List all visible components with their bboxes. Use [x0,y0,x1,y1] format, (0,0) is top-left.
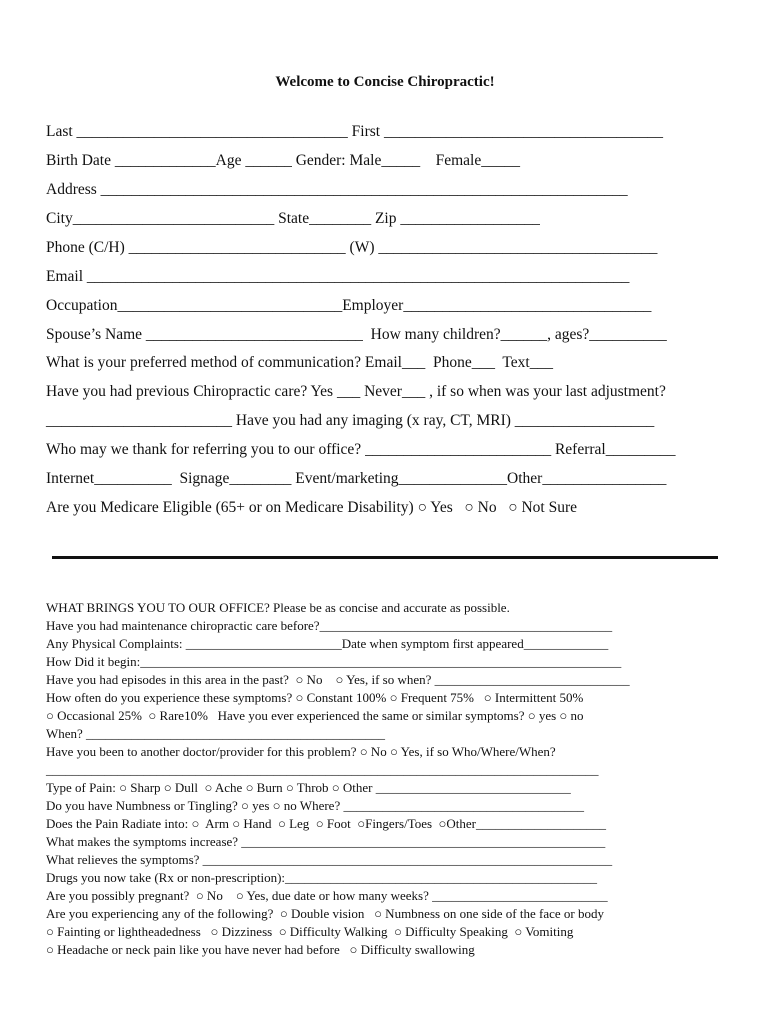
referral-line[interactable]: Who may we thank for referring you to our office? ________________________ Referral_________ [46,441,676,458]
other-provider-answer-line[interactable]: _____________________________________________________________________________________ [46,762,599,777]
warning-symptoms-line-2[interactable]: ○ Fainting or lightheadedness ○ Dizziness ○ Difficulty Walking ○ Difficulty Speaking ○ Vomiting [46,924,574,939]
physical-complaints-line[interactable]: Any Physical Complaints: ________________________Date when symptom first appeared_____________ [46,636,609,651]
other-provider-line[interactable]: Have you been to another doctor/provider for this problem? ○ No ○ Yes, if so Who/Where/When? [46,744,556,759]
section-heading: WHAT BRINGS YOU TO OUR OFFICE? Please be as concise and accurate as possible. [46,600,510,615]
when-line[interactable]: When? ______________________________________________ [46,726,386,741]
maintenance-care-line[interactable]: Have you had maintenance chiropractic care before?_____________________________________________ [46,618,613,633]
birthdate-gender-line[interactable]: Birth Date _____________Age ______ Gender: Male_____ Female_____ [46,152,520,169]
symptoms-relief-line[interactable]: What relieves the symptoms? _______________________________________________________________ [46,852,613,867]
communication-preference-line[interactable]: What is your preferred method of communication? Email___ Phone___ Text___ [46,354,553,371]
name-line[interactable]: Last ___________________________________ First ____________________________________ [46,123,663,140]
past-episodes-line[interactable]: Have you had episodes in this area in the past? ○ No ○ Yes, if so when? ______________________________ [46,672,630,687]
email-line[interactable]: Email ______________________________________________________________________ [46,268,630,285]
occupation-employer-line[interactable]: Occupation_____________________________Employer________________________________ [46,297,652,314]
spouse-children-line[interactable]: Spouse’s Name ____________________________ How many children?______, ages?__________ [46,326,667,343]
imaging-line[interactable]: ________________________ Have you had any imaging (x ray, CT, MRI) __________________ [46,412,655,429]
city-state-zip-line[interactable]: City__________________________ State________ Zip __________________ [46,210,540,227]
how-began-line[interactable]: How Did it begin:__________________________________________________________________________ [46,654,622,669]
previous-care-line[interactable]: Have you had previous Chiropractic care? Yes ___ Never___ , if so when was your last adjustment? [46,383,666,400]
pain-radiate-line[interactable]: Does the Pain Radiate into: ○ Arm ○ Hand ○ Leg ○ Foot ○Fingers/Toes ○Other____________________ [46,816,607,831]
pregnancy-line[interactable]: Are you possibly pregnant? ○ No ○ Yes, due date or how many weeks? ___________________________ [46,888,608,903]
section-divider [52,556,718,559]
drugs-line[interactable]: Drugs you now take (Rx or non-prescription):________________________________________________ [46,870,598,885]
symptom-frequency-line[interactable]: How often do you experience these symptoms? ○ Constant 100% ○ Frequent 75% ○ Intermittent 50% [46,690,584,705]
phone-line[interactable]: Phone (C/H) ____________________________ (W) ____________________________________ [46,239,658,256]
warning-symptoms-line-3[interactable]: ○ Headache or neck pain like you have never had before ○ Difficulty swallowing [46,942,475,957]
warning-symptoms-line[interactable]: Are you experiencing any of the following? ○ Double vision ○ Numbness on one side of the face or body [46,906,604,921]
medicare-eligibility-line[interactable]: Are you Medicare Eligible (65+ or on Medicare Disability) ○ Yes ○ No ○ Not Sure [46,499,578,516]
address-line[interactable]: Address ____________________________________________________________________ [46,181,628,198]
type-of-pain-line[interactable]: Type of Pain: ○ Sharp ○ Dull ○ Ache ○ Burn ○ Throb ○ Other ______________________________ [46,780,571,795]
form-title: Welcome to Concise Chiropractic! [275,74,495,90]
symptoms-increase-line[interactable]: What makes the symptoms increase? ________________________________________________________ [46,834,606,849]
symptom-frequency-continued-line[interactable]: ○ Occasional 25% ○ Rare10% Have you ever experienced the same or similar symptoms? ○ yes ○ no [46,708,584,723]
referral-source-line[interactable]: Internet__________ Signage________ Event/marketing______________Other________________ [46,470,667,487]
numbness-tingling-line[interactable]: Do you have Numbness or Tingling? ○ yes ○ no Where? _____________________________________ [46,798,584,813]
